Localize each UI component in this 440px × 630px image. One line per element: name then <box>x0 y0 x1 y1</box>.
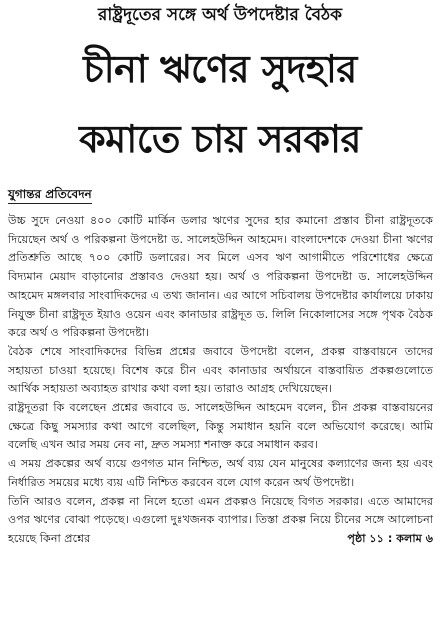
paragraph-1: উচ্চ সুদে নেওয়া ৪০০ কোটি মার্কিন ডলার ঋণের সুদের হার কমানো প্রস্তাব চীনা রাষ্ট্রদূতকে দিয়েছেন অর্থ ও পরিকল্পনা উপদেষ্টা ড. সালেহউদ্দিন আহমেদ। বাংলাদেশকে দেওয়া চীনা ঋণের প্রতিশ্রুতি আছে ৭০০ কোটি ডলারের। সব মিলে এসব ঋণ আগামীতে পরিশোধের ক্ষেত্রে বিদ্যমান মেয়াদ বাড়ানোর প্রস্তাবও দেওয়া হয়। অর্থ ও পরিকল্পনা উপদেষ্টা ড. সালেহউদ্দিন আহমেদ মঙ্গলবার সাংবাদিকদের এ তথ্য জানান। এর আগে সচিবালয় উপদেষ্টার কার্যালয়ে ঢাকায় নিযুক্ত চীনা রাষ্ট্রদূত ইয়াও ওয়েন এবং কানাডার রাষ্ট্রদূত ড. লিলি নিকোলাসের সঙ্গে পৃথক বৈঠক করে অর্থ ও পরিকল্পনা উপদেষ্টা। <box>8 214 433 340</box>
article-body <box>8 212 433 549</box>
page-reference: পৃষ্ঠা ১১ : কলাম ৬ <box>347 531 433 545</box>
headline-line-2: কমাতে চায় সরকার <box>79 117 361 161</box>
paragraph-3: রাষ্ট্রদূতরা কি বলেছেন প্রশ্নের জবাবে ড. সালেহউদ্দিন আহমেদ বলেন, চীন প্রকল্প বাস্তবায়নের ক্ষেত্রে কিছু সমস্যার কথা আগে বলেছিল, কিন্তু সমাধান হয়নি বলে অভিযোগ করেছে। আমি বলেছি এখন আর সময় নেব না, দ্রুত সমস্যা শনাক্ত করে সমাধান করব। <box>8 401 433 452</box>
paragraph-2: বৈঠক শেষে সাংবাদিকদের বিভিন্ন প্রশ্নের জবাবে উপদেষ্টা বলেন, প্রকল্প বাস্তবায়নে তাদের সহায়তা চাওয়া হয়েছে। বিশেষ করে চীন এবং কানাডার অর্থায়নে বাস্তবায়িত প্রকল্পগুলোতে আর্থিক সহায়তা অব্যাহত রাখার কথা বলা হয়। তারাও আগ্রহ দেখিয়েছেন। <box>8 344 433 396</box>
paragraph-5-text: তিনি আরও বলেন, প্রকল্প না নিলে হতো এমন প্রকল্পও নিয়েছে বিগত সরকার। এতে আমাদের ওপর ঋণের বোঝা পড়েছে। এগুলো দুঃখজনক ব্যাপার। তিস্তা প্রকল্প নিয়ে চীনের সঙ্গে আলোচনা হয়েছে কিনা প্রশ্নের <box>8 494 433 545</box>
kicker-headline: রাষ্ট্রদূতের সঙ্গে অর্থ উপদেষ্টার বৈঠক <box>97 5 343 25</box>
paragraph-4: এ সময় প্রকল্পের অর্থ ব্যয়ে গুণগত মান নিশ্চিত, অর্থ ব্যয় যেন মানুষের কল্যাণের জন্য হয় এবং নির্ধারিত সময়ের মধ্যে ব্যয় এটি নিশ্চিত করবেন বলে যোগ করেন অর্থ উপদেষ্টা। <box>8 457 433 489</box>
byline: যুগান্তর প্রতিবেদন <box>8 186 92 204</box>
headline-line-1: চীনা ঋণের সুদহার <box>83 47 357 91</box>
paragraph-5 <box>8 493 433 549</box>
